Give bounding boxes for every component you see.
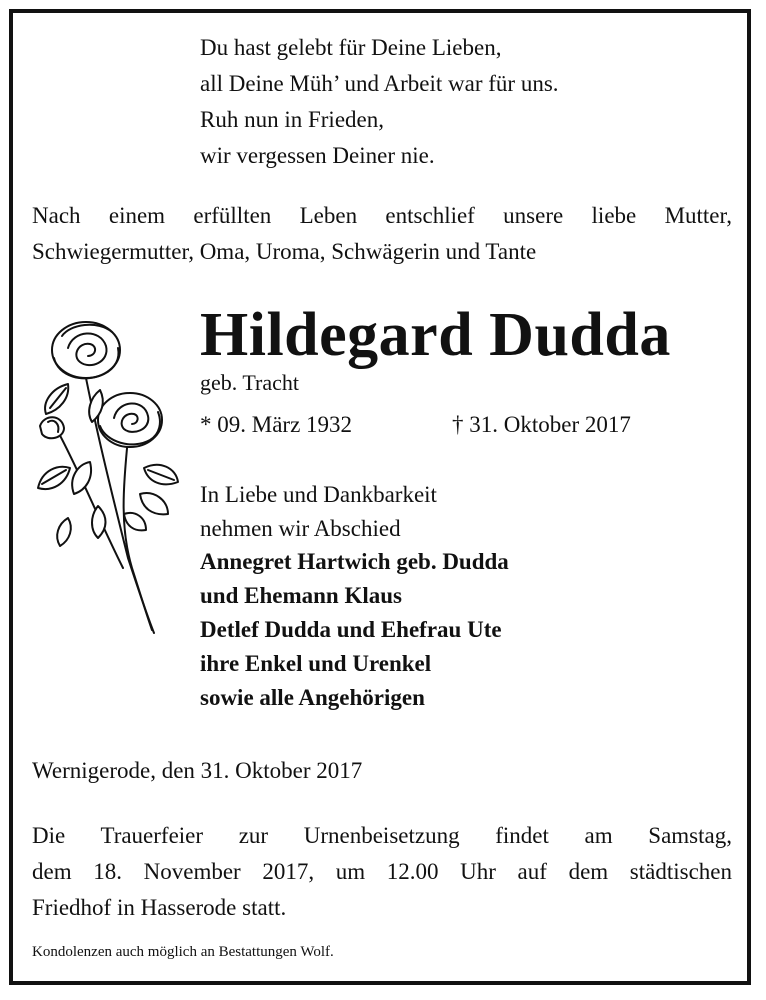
roses-illustration-icon: [28, 318, 183, 638]
poem-line: wir vergessen Deiner nie.: [200, 143, 435, 168]
intro-line: Nach einem erfüllten Leben entschlief unsere liebe Mutter,: [32, 203, 732, 228]
intro-line: Schwiegermutter, Oma, Uroma, Schwägerin und Tante: [32, 239, 537, 264]
farewell-text: [200, 478, 437, 546]
farewell-line: In Liebe und Dankbarkeit: [200, 482, 437, 507]
ceremony-line: Friedhof in Hasserode statt.: [32, 895, 287, 920]
farewell-line: nehmen wir Abschied: [200, 516, 401, 541]
life-dates: [200, 408, 690, 442]
poem-line: Du hast gelebt für Deine Lieben,: [200, 35, 502, 60]
ceremony-text: [32, 818, 732, 926]
poem-line: Ruh nun in Frieden,: [200, 107, 384, 132]
ceremony-line: dem 18. November 2017, um 12.00 Uhr auf dem städtischen: [32, 859, 732, 884]
ceremony-line: Die Trauerfeier zur Urnenbeisetzung findet am Samstag,: [32, 823, 732, 848]
mourner-line: und Ehemann Klaus: [200, 583, 402, 608]
mourners-list: [200, 545, 509, 715]
mourner-line: Annegret Hartwich geb. Dudda: [200, 549, 509, 574]
mourner-line: Detlef Dudda und Ehefrau Ute: [200, 617, 502, 642]
birth-date: * 09. März 1932: [200, 412, 353, 437]
deceased-name: Hildegard Dudda: [200, 301, 671, 369]
mourner-line: ihre Enkel und Urenkel: [200, 651, 432, 676]
birth-name: geb. Tracht: [200, 370, 299, 395]
poem-line: all Deine Müh’ und Arbeit war für uns.: [200, 71, 559, 96]
poem: [200, 30, 559, 174]
mourner-line: sowie alle Angehörigen: [200, 685, 425, 710]
condolence-note: Kondolenzen auch möglich an Bestattungen Wolf.: [32, 944, 334, 960]
place-date: Wernigerode, den 31. Oktober 2017: [32, 758, 363, 783]
intro-text: [32, 198, 732, 270]
death-date: † 31. Oktober 2017: [452, 412, 631, 437]
